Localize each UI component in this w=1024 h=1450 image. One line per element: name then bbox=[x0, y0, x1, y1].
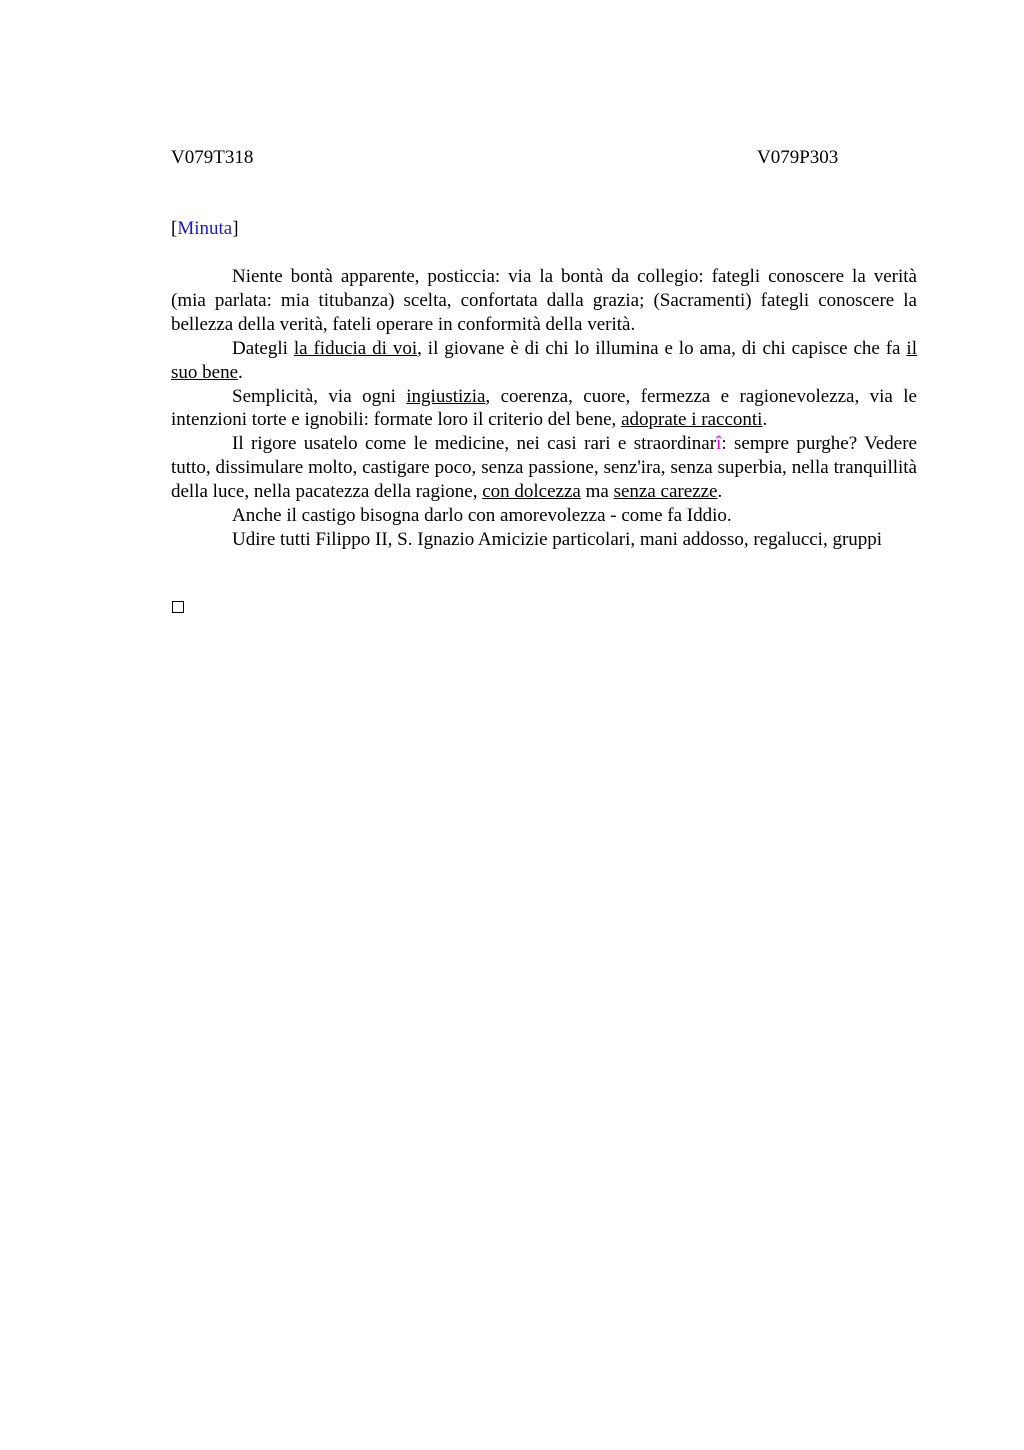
square-outline-icon bbox=[172, 601, 184, 613]
text-span: . bbox=[717, 481, 723, 503]
text-span: . bbox=[762, 409, 768, 431]
text-span: , il giovane è di chi lo illumina e lo ama, di chi capisce che fa bbox=[417, 337, 907, 359]
underlined-phrase: ingiustizia bbox=[406, 385, 486, 407]
underlined-phrase: il suo bene bbox=[171, 337, 917, 383]
bracket-open: [ bbox=[171, 218, 178, 239]
document-body bbox=[171, 265, 917, 552]
section-label-text[interactable]: Minuta bbox=[177, 218, 233, 239]
paragraph-2 bbox=[171, 337, 917, 385]
paragraph-1: Niente bontà apparente, posticcia: via la bontà da collegio: fategli conoscere la verità (mia parlata: mia titubanza) scelta, confortata dalla grazia; (Sacramenti) fategli conoscere la bellezza della verità, fateli operare in conformità della verità. bbox=[171, 266, 917, 335]
paragraph-4 bbox=[171, 432, 917, 504]
header-left-code: V079T318 bbox=[171, 147, 254, 168]
header-right-code: V079P303 bbox=[757, 147, 839, 168]
underlined-phrase: con dolcezza bbox=[482, 481, 581, 503]
text-span: Dategli bbox=[232, 337, 294, 359]
paragraph-6: Udire tutti Filippo II, S. Ignazio Amicizie particolari, mani addosso, regalucci, gruppi bbox=[232, 528, 883, 550]
text-span: : sempre purghe? Vedere tutto, dissimulare molto, castigare poco, senza passione, senz'ira, senza superbia, nella tranquillità della luce, nella pacatezza della ragione, bbox=[171, 433, 917, 503]
text-span: ma bbox=[580, 481, 614, 503]
text-span: Il rigore usatelo come le medicine, nei casi rari e straordinar bbox=[232, 433, 717, 455]
paragraph-5: Anche il castigo bisogna darlo con amorevolezza - come fa Iddio. bbox=[232, 505, 732, 527]
underlined-phrase: la fiducia di voi bbox=[293, 337, 418, 359]
underlined-phrase: adoprate i racconti bbox=[621, 409, 763, 431]
bracket-close: ] bbox=[232, 218, 239, 239]
text-span: . bbox=[238, 361, 243, 383]
text-span: , coerenza, cuore, fermezza e ragionevolezza, via le intenzioni torte e ignobili: formate loro il criterio del bene, bbox=[171, 385, 917, 431]
section-label bbox=[171, 218, 239, 240]
editorial-mark: î bbox=[716, 433, 722, 455]
text-span: Semplicità, via ogni bbox=[232, 385, 407, 407]
underlined-phrase: senza carezze bbox=[613, 481, 718, 503]
paragraph-3 bbox=[171, 385, 917, 433]
